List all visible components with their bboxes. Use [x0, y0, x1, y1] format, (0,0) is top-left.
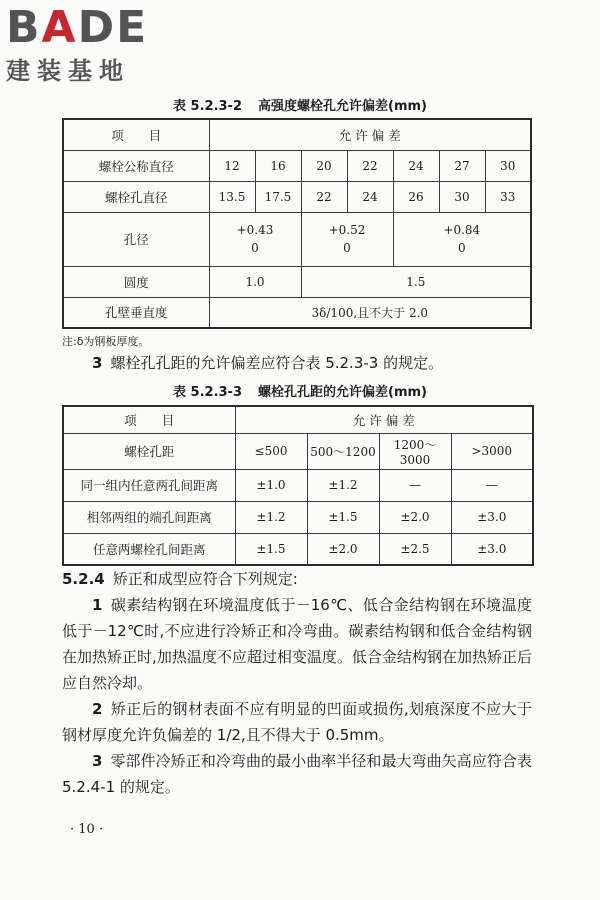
table-row: [63, 469, 533, 501]
table-cell: ±2.0: [379, 501, 451, 533]
table-cell: 24: [393, 150, 439, 181]
table-cell: ≤500: [235, 433, 307, 469]
paragraph-2: 2 矫正后的钢材表面不应有明显的凹面或损伤,划痕深度不应大于钢材厚度允许负偏差的 1/2,且不得大于 0.5mm。: [62, 700, 532, 744]
table-cell: 17.5: [255, 181, 301, 212]
table-cell: ±1.2: [235, 501, 307, 533]
header-tolerance: 允 许 偏 差: [235, 406, 533, 433]
table-cell: ±3.0: [451, 501, 533, 533]
table-cell: ±3.0: [451, 533, 533, 565]
paragraph-3: 3 螺栓孔孔距的允许偏差应符合表 5.2.3-3 的规定。: [92, 354, 444, 372]
table-cell: 33: [485, 181, 531, 212]
hole-tolerance-table: [62, 118, 532, 329]
table-cell: +0.84 0: [393, 212, 531, 266]
section-heading: 5.2.4 矫正和成型应符合下列规定:: [62, 570, 298, 588]
table-row: [63, 150, 531, 181]
table-cell: 500～1200: [307, 433, 379, 469]
table-cell: 26: [393, 181, 439, 212]
table1-caption: 表 5.2.3-2 高强度螺栓孔允许偏差(mm): [173, 99, 427, 114]
table-cell: 27: [439, 150, 485, 181]
header-item: 项 目: [63, 406, 235, 433]
table2-caption: 表 5.2.3-3 螺栓孔孔距的允许偏差(mm): [173, 385, 427, 400]
paragraph-3b: 3 零部件冷矫正和冷弯曲的最小曲率半径和最大弯曲矢高应符合表 5.2.4-1 的规定。: [62, 752, 532, 796]
table-cell: 30: [439, 181, 485, 212]
table-cell: 24: [347, 181, 393, 212]
page-number: · 10 ·: [70, 822, 104, 837]
row-label: 任意两螺栓孔间距离: [63, 533, 235, 565]
paragraph-1: 1 碳素结构钢在环境温度低于－16℃、低合金结构钢在环境温度低于－12℃时,不应进行冷矫正和冷弯曲。碳素结构钢和低合金结构钢在加热矫正时,加热温度不应超过相变温度。低合金结构钢在加热矫正后应自然冷却。: [62, 596, 532, 692]
row-label: 螺栓孔直径: [63, 181, 209, 212]
row-label: 螺栓孔距: [63, 433, 235, 469]
logo-chinese-name: 建装基地: [6, 57, 130, 85]
table-cell: 12: [209, 150, 255, 181]
row-label: 螺栓公称直径: [63, 150, 209, 181]
table-cell: 3δ/100,且不大于 2.0: [209, 297, 531, 328]
table-cell: 16: [255, 150, 301, 181]
table-row: [63, 266, 531, 297]
header-item: 项 目: [63, 119, 209, 150]
table-row: [63, 433, 533, 469]
table-note: 注:δ为钢板厚度。: [62, 335, 150, 348]
table-row: [63, 181, 531, 212]
row-label: 孔径: [63, 212, 209, 266]
table-cell: —: [379, 469, 451, 501]
table-cell: ±2.5: [379, 533, 451, 565]
table-row: [63, 501, 533, 533]
table-cell: 22: [301, 181, 347, 212]
table-row: [63, 533, 533, 565]
table-cell: 1200～3000: [379, 433, 451, 469]
row-label: 圆度: [63, 266, 209, 297]
table-cell: ±2.0: [307, 533, 379, 565]
table-row: [63, 212, 531, 266]
table-cell: ±1.5: [307, 501, 379, 533]
table-cell: 22: [347, 150, 393, 181]
header-tolerance: 允 许 偏 差: [209, 119, 531, 150]
table-cell: +0.52 0: [301, 212, 393, 266]
hole-spacing-table: [62, 405, 534, 566]
table-cell: 1.5: [301, 266, 531, 297]
table-cell: ±1.2: [307, 469, 379, 501]
table-cell: 13.5: [209, 181, 255, 212]
row-label: 相邻两组的端孔间距离: [63, 501, 235, 533]
table-cell: —: [451, 469, 533, 501]
row-label: 孔壁垂直度: [63, 297, 209, 328]
row-label: 同一组内任意两孔间距离: [63, 469, 235, 501]
table-cell: 20: [301, 150, 347, 181]
table-cell: >3000: [451, 433, 533, 469]
logo: [6, 2, 148, 86]
table-cell: +0.43 0: [209, 212, 301, 266]
table-cell: 1.0: [209, 266, 301, 297]
table-cell: ±1.0: [235, 469, 307, 501]
table-row: [63, 297, 531, 328]
table-cell: ±1.5: [235, 533, 307, 565]
logo-wordmark: BADE: [6, 2, 149, 53]
table-cell: 30: [485, 150, 531, 181]
